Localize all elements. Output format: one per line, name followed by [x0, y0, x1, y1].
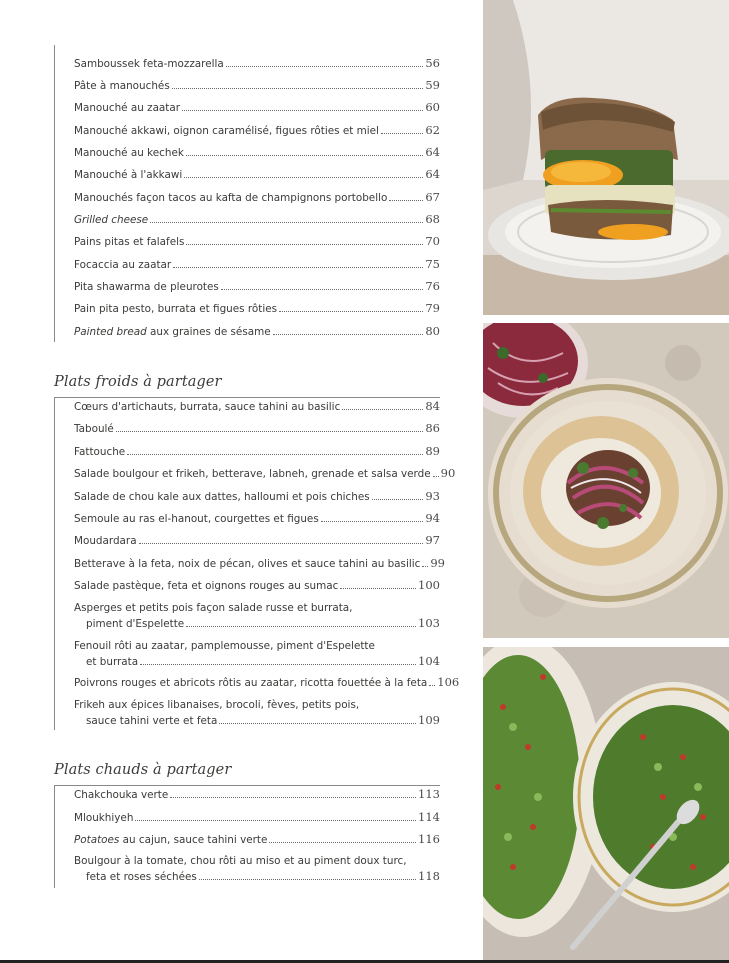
toc-entry-title-text: Manouché au zaatar — [74, 102, 181, 114]
toc-entry-line — [74, 123, 440, 139]
toc-entry-line — [74, 279, 440, 295]
toc-entry-title-continued: feta et roses séchées — [86, 871, 197, 883]
dot-leader — [140, 664, 416, 665]
page-number: 64 — [425, 145, 440, 159]
toc-entry-title-text: Salade de chou kale aux dattes, halloumi et pois chiches — [74, 491, 370, 503]
toc-entry-title — [74, 146, 184, 161]
toc-entry-line-continued — [74, 869, 440, 885]
page-number: 56 — [425, 56, 440, 70]
toc-entry-title-text: Asperges et petits pois façon salade russe et burrata, — [74, 602, 353, 614]
toc-entry-line — [74, 639, 440, 654]
toc-entry-italic-title: Grilled cheese — [74, 214, 149, 226]
toc-entry-title — [74, 639, 375, 654]
photo-column — [482, 0, 729, 963]
page-number: 116 — [418, 832, 440, 846]
toc-entry-line — [74, 533, 440, 549]
toc-entry-title — [74, 124, 379, 139]
page-number: 67 — [425, 190, 440, 204]
toc-entry[interactable] — [74, 444, 440, 460]
toc-entry[interactable] — [74, 489, 440, 505]
dot-leader — [221, 289, 424, 290]
toc-entry-title — [74, 557, 420, 572]
page-number: 100 — [418, 578, 440, 592]
toc-entry-line — [74, 675, 460, 691]
toc-entry-title-text: Manouché à l'akkawi — [74, 169, 183, 181]
toc-entry[interactable] — [74, 421, 440, 437]
toc-entry-title-text: Samboussek feta-mozzarella — [74, 58, 224, 70]
section-vertical-rule — [54, 785, 55, 888]
toc-entry-title-text: Cœurs d'artichauts, burrata, sauce tahini au basilic — [74, 401, 341, 413]
page-number: 103 — [418, 616, 440, 630]
page-number: 75 — [425, 257, 440, 271]
toc-entry-title — [74, 788, 168, 803]
page-number: 70 — [425, 234, 440, 248]
toc-entry-title — [74, 698, 359, 713]
dot-leader — [150, 222, 423, 223]
toc-entry[interactable] — [74, 466, 456, 482]
toc-entry-title-text: Salade boulgour et frikeh, betterave, labneh, grenade et salsa verde — [74, 468, 431, 480]
dot-leader — [173, 267, 423, 268]
section-vertical-rule — [54, 45, 55, 342]
toc-entry-title — [74, 213, 148, 228]
dot-leader — [186, 626, 416, 627]
toc-entry-title — [74, 811, 133, 826]
toc-entry-line — [74, 810, 440, 826]
page-number: 99 — [430, 556, 445, 570]
toc-entry-line — [74, 100, 440, 116]
page-number: 94 — [425, 511, 440, 525]
grilled-cheese-illustration — [483, 0, 729, 315]
toc-entry-line — [74, 190, 440, 206]
toc-entry-title-continued: piment d'Espelette — [86, 618, 185, 630]
tabbouleh-illustration — [483, 647, 729, 960]
toc-entry-title — [74, 191, 387, 206]
toc-entry[interactable] — [74, 810, 440, 826]
toc-entry-title-continued: sauce tahini verte et feta — [86, 715, 218, 727]
toc-entry[interactable] — [74, 123, 440, 139]
toc-entry-line — [74, 854, 440, 869]
page-number: 59 — [425, 78, 440, 92]
toc-entry[interactable] — [74, 675, 460, 691]
dot-leader — [219, 723, 416, 724]
toc-entry-title — [74, 325, 271, 340]
toc-entry-title — [74, 601, 352, 616]
toc-entry[interactable] — [74, 639, 440, 670]
toc-entry-italic-title: Potatoes — [74, 834, 120, 846]
dot-leader — [184, 177, 423, 178]
section-rule — [54, 785, 440, 786]
pita-shawarma-illustration — [483, 323, 729, 638]
toc-entry-title — [74, 302, 277, 317]
toc-entry-line — [74, 301, 440, 317]
page-number: 80 — [425, 324, 440, 338]
toc-entry[interactable] — [74, 698, 440, 729]
toc-entry-title — [74, 101, 180, 116]
toc-entry-title-text: au cajun, sauce tahini verte — [119, 834, 268, 846]
toc-entry-line — [74, 234, 440, 250]
toc-entry-title-text: Poivrons rouges et abricots rôtis au zaatar, ricotta fouettée à la feta — [74, 677, 428, 689]
toc-entry-title-text: Betterave à la feta, noix de pécan, olives et sauce tahini au basilic — [74, 558, 421, 570]
page-number: 106 — [437, 675, 460, 689]
toc-entry[interactable] — [74, 234, 440, 250]
page-number: 104 — [418, 654, 440, 668]
dot-leader — [182, 110, 423, 111]
toc-entry-line-continued — [74, 616, 440, 632]
toc-entry-title — [74, 467, 431, 482]
toc-entry-italic-title: Painted bread — [74, 326, 147, 338]
toc-entry-line — [74, 78, 440, 94]
toc-entry-line — [74, 145, 440, 161]
dot-leader — [279, 311, 423, 312]
dot-leader — [269, 842, 416, 843]
toc-entry-title — [74, 258, 171, 273]
toc-entry-line — [74, 257, 440, 273]
toc-entry[interactable] — [74, 100, 440, 116]
toc-entry-title — [74, 280, 219, 295]
dot-leader — [170, 797, 416, 798]
toc-entry-line-continued — [74, 713, 440, 729]
toc-entry-title — [74, 422, 114, 437]
toc-entry-title-text: Boulgour à la tomate, chou rôti au miso et au piment doux turc, — [74, 855, 407, 867]
toc-entry-line — [74, 56, 440, 72]
toc-entry-title-text: Pain pita pesto, burrata et figues rôties — [74, 303, 278, 315]
toc-entry-title — [74, 512, 319, 527]
toc-entry-title — [74, 833, 267, 848]
toc-entry-title — [74, 579, 338, 594]
page-number: 113 — [418, 787, 440, 801]
toc-entry[interactable] — [74, 832, 440, 848]
toc-entry[interactable] — [74, 578, 440, 594]
dot-leader — [433, 476, 439, 477]
dot-leader — [429, 685, 435, 686]
toc-entry-line — [74, 167, 440, 183]
toc-entry-line — [74, 421, 440, 437]
toc-entry[interactable] — [74, 78, 440, 94]
toc-entry[interactable] — [74, 399, 440, 415]
page-number: 109 — [418, 713, 440, 727]
dot-leader — [139, 543, 424, 544]
toc-entry-line — [74, 399, 440, 415]
dot-leader — [321, 521, 424, 522]
toc-entry[interactable] — [74, 601, 440, 632]
dot-leader — [422, 566, 428, 567]
toc-entry-title — [74, 57, 224, 72]
toc-entry-title-text: Chakchouka verte — [74, 789, 169, 801]
toc-entry-line — [74, 787, 440, 803]
page-number: 62 — [425, 123, 440, 137]
grilled-cheese-photo — [483, 0, 729, 315]
page-number: 84 — [425, 399, 440, 413]
toc-entry-title — [74, 490, 370, 505]
page-number: 68 — [425, 212, 440, 226]
page-number: 93 — [425, 489, 440, 503]
toc-entry-title-text: Pâte à manouchés — [74, 80, 170, 92]
toc-entry-title-text: Fenouil rôti au zaatar, pamplemousse, piment d'Espelette — [74, 640, 375, 652]
toc-entry[interactable] — [74, 301, 440, 317]
toc-entry-title — [74, 854, 407, 869]
toc-entry-title-text: Salade pastèque, feta et oignons rouges au sumac — [74, 580, 339, 592]
dot-leader — [342, 409, 423, 410]
dot-leader — [389, 200, 423, 201]
toc-entry-title-text: Fattouche — [74, 446, 126, 458]
page-number: 89 — [425, 444, 440, 458]
page-number: 60 — [425, 100, 440, 114]
toc-entry-line — [74, 466, 456, 482]
toc-entry-line — [74, 832, 440, 848]
dot-leader — [372, 499, 424, 500]
dot-leader — [135, 820, 416, 821]
toc-entry-title — [74, 445, 125, 460]
dot-leader — [186, 155, 424, 156]
toc-entry-title-text: Pita shawarma de pleurotes — [74, 281, 219, 293]
page-number: 64 — [425, 167, 440, 181]
toc-entry[interactable] — [74, 511, 440, 527]
toc-entry-title-continued: et burrata — [86, 656, 139, 668]
toc-entry-title-text: Manouchés façon tacos au kafta de champignons portobello — [74, 192, 388, 204]
page-number: 86 — [425, 421, 440, 435]
page-number: 90 — [440, 466, 456, 480]
page-number: 79 — [425, 301, 440, 315]
page-number: 118 — [418, 869, 440, 883]
toc-entry-title-text: Pains pitas et falafels — [74, 236, 185, 248]
toc-entry-line-continued — [74, 654, 440, 670]
toc-entry-line — [74, 212, 440, 228]
toc-entry-title — [74, 400, 340, 415]
dot-leader — [226, 66, 424, 67]
page-number: 97 — [425, 533, 440, 547]
toc-entry[interactable] — [74, 212, 440, 228]
toc-entry-title — [74, 676, 427, 691]
tabbouleh-photo — [483, 647, 729, 960]
toc-entry-line — [74, 324, 440, 340]
page-number: 76 — [425, 279, 440, 293]
dot-leader — [172, 88, 424, 89]
toc-entry[interactable] — [74, 787, 440, 803]
toc-entry[interactable] — [74, 190, 440, 206]
section-title: Plats chauds à partager — [54, 762, 232, 778]
toc-entry[interactable] — [74, 533, 440, 549]
toc-entry-title-text: Moudardara — [74, 535, 137, 547]
toc-entry-line — [74, 556, 445, 572]
dot-leader — [340, 588, 416, 589]
toc-entry[interactable] — [74, 257, 440, 273]
toc-entry-line — [74, 578, 440, 594]
toc-entry-line — [74, 489, 440, 505]
toc-entry-title-text: Semoule au ras el-hanout, courgettes et figues — [74, 513, 319, 525]
dot-leader — [127, 454, 423, 455]
toc-entry[interactable] — [74, 279, 440, 295]
toc-entry-title-text: Frikeh aux épices libanaises, brocoli, fèves, petits pois, — [74, 699, 360, 711]
dot-leader — [186, 244, 423, 245]
toc-entry[interactable] — [74, 854, 440, 885]
toc-entry-title — [74, 79, 170, 94]
toc-entry-title — [74, 235, 184, 250]
pita-shawarma-photo — [483, 323, 729, 638]
toc-entry-title — [74, 168, 182, 183]
dot-leader — [273, 334, 424, 335]
toc-entry[interactable] — [74, 324, 440, 340]
toc-entry-title-text: Manouché akkawi, oignon caramélisé, figues rôties et miel — [74, 125, 379, 137]
dot-leader — [381, 133, 423, 134]
toc-entry-title-text: Manouché au kechek — [74, 147, 184, 159]
toc-entry[interactable] — [74, 167, 440, 183]
section-vertical-rule — [54, 397, 55, 730]
toc-entry-title-text: Focaccia au zaatar — [74, 259, 172, 271]
toc-entry[interactable] — [74, 556, 445, 572]
toc-entry-line — [74, 698, 440, 713]
toc-entry[interactable] — [74, 145, 440, 161]
dot-leader — [199, 879, 416, 880]
section-rule — [54, 397, 440, 398]
toc-entry-line — [74, 444, 440, 460]
toc-entry-title-text: Taboulé — [74, 423, 114, 435]
toc-entry-line — [74, 601, 440, 616]
toc-entry-title-text: Mloukhiyeh — [74, 812, 134, 824]
toc-entry-title — [74, 534, 137, 549]
toc-entry[interactable] — [74, 56, 440, 72]
dot-leader — [116, 431, 424, 432]
section-title: Plats froids à partager — [54, 374, 222, 390]
toc-entry-line — [74, 511, 440, 527]
toc-entry-title-text: aux graines de sésame — [146, 326, 271, 338]
page-number: 114 — [418, 810, 440, 824]
